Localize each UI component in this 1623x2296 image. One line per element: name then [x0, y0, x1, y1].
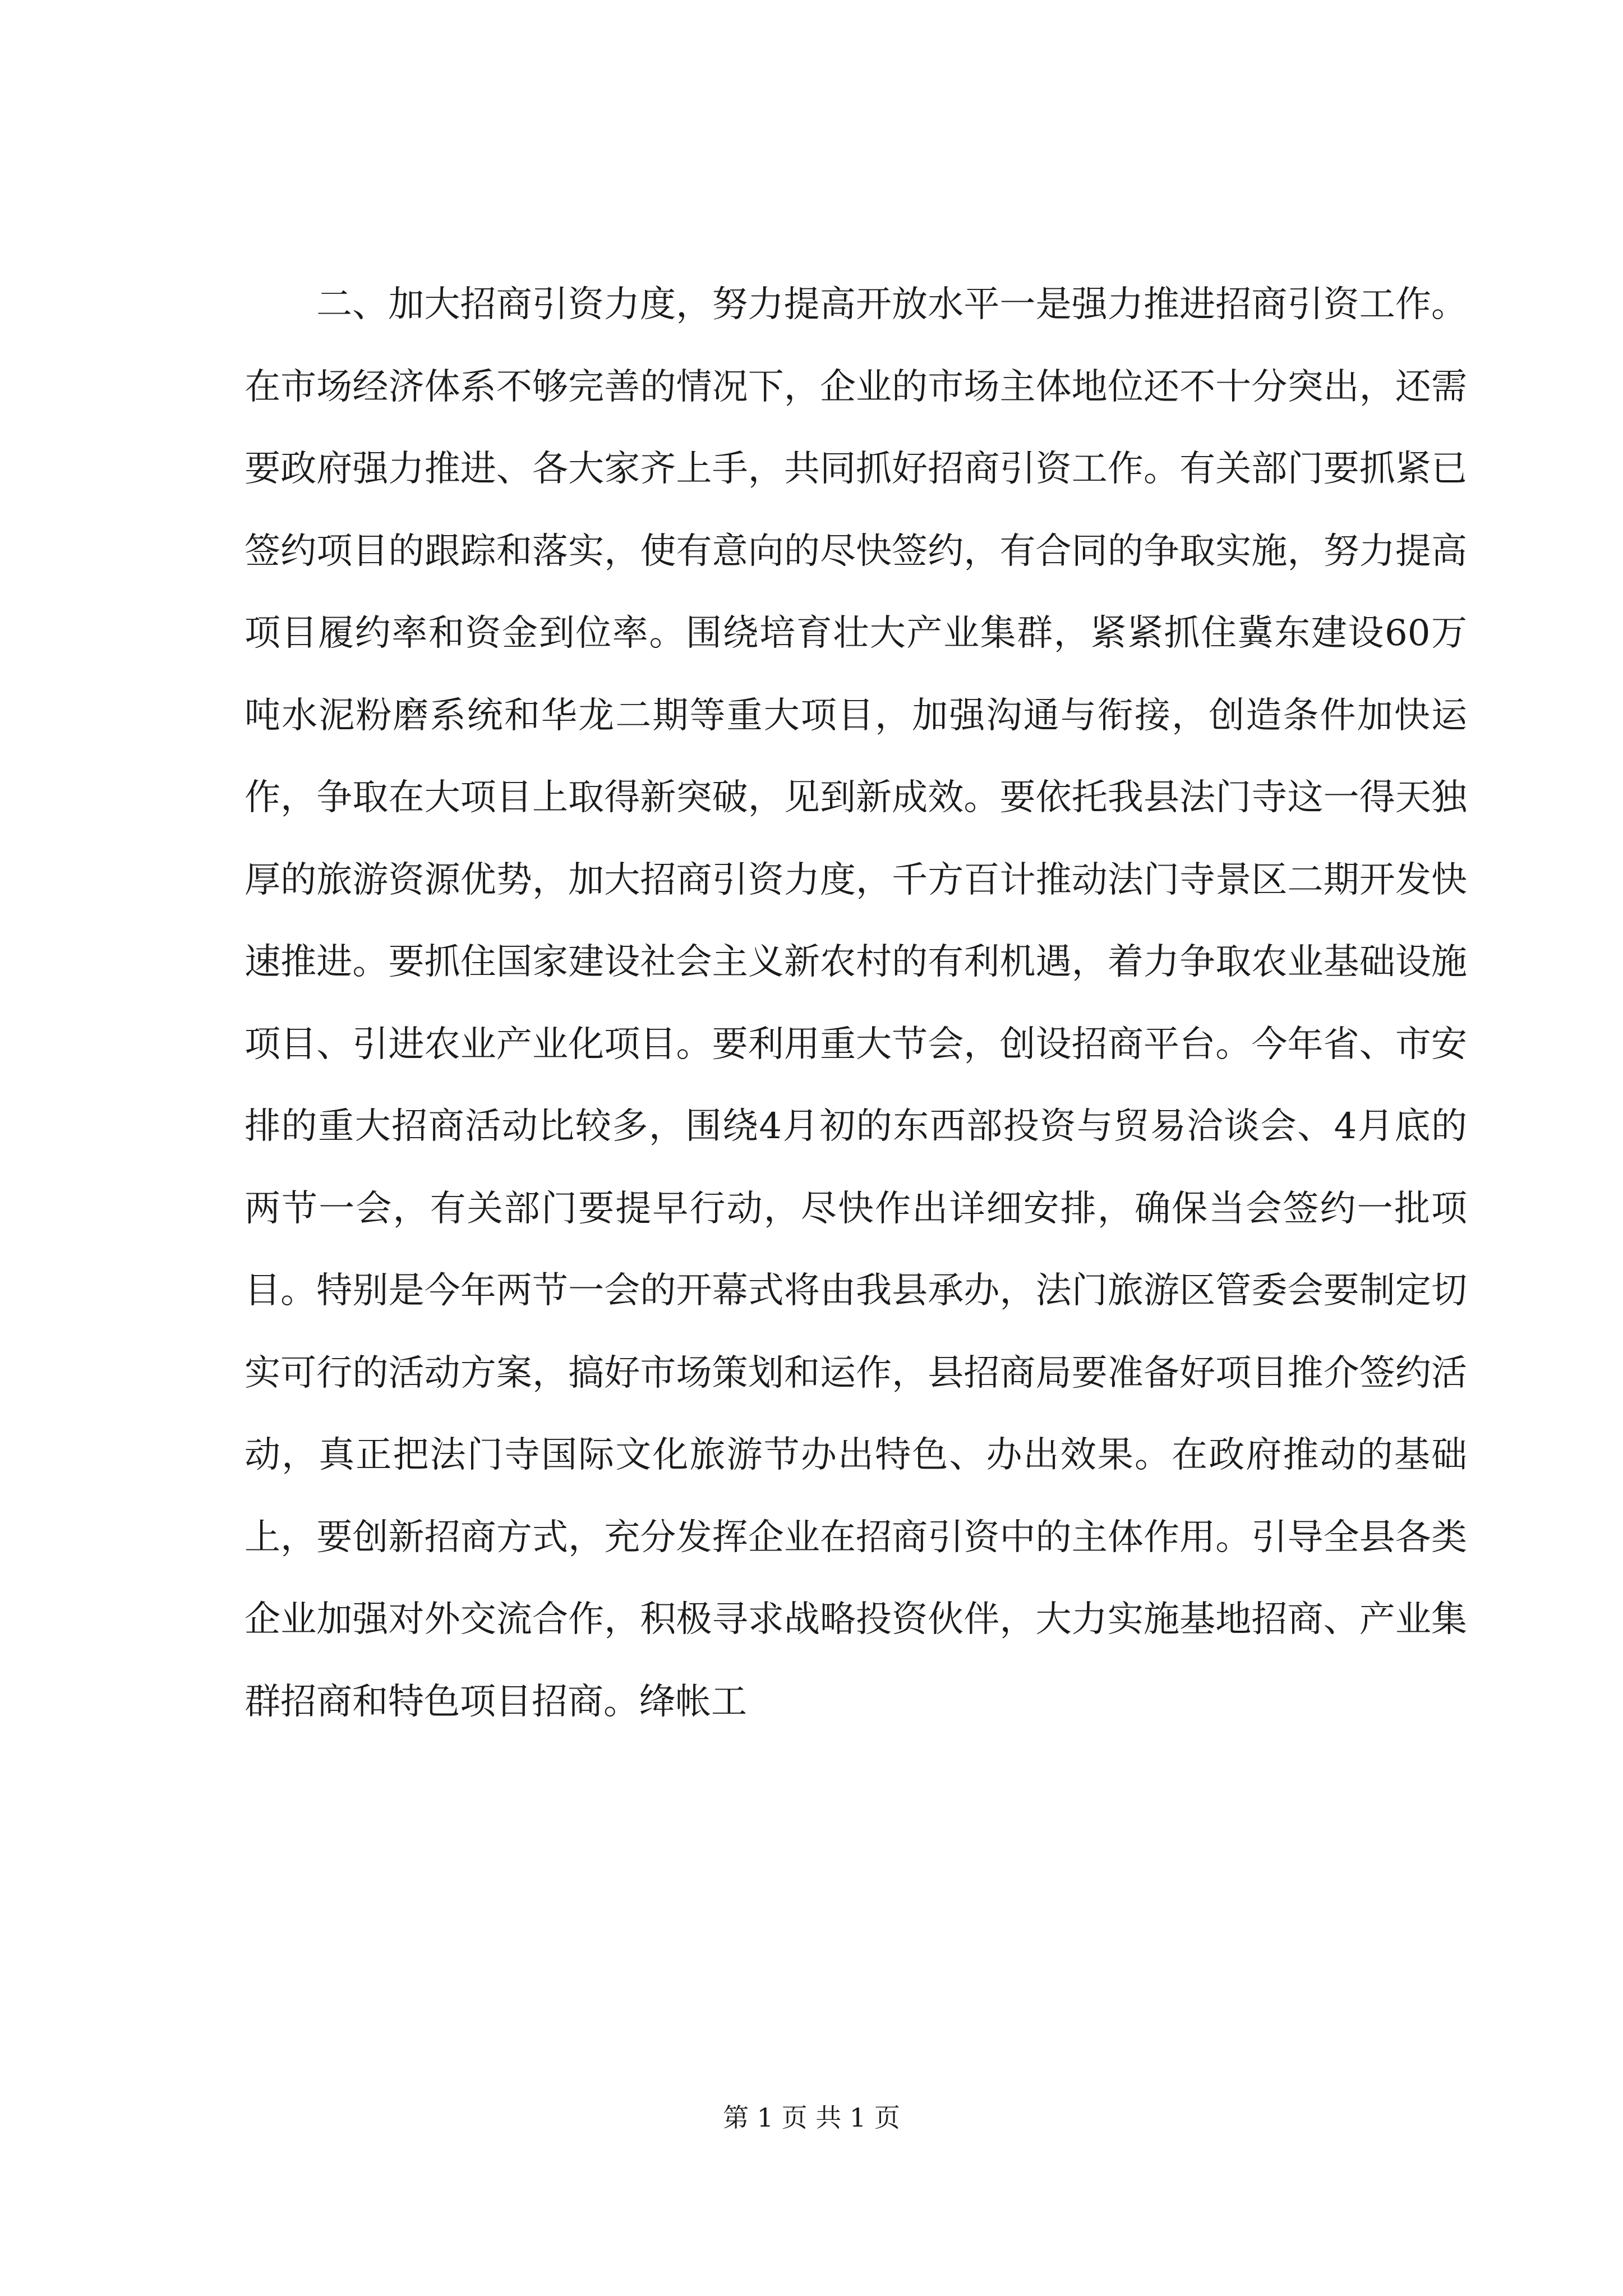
page-footer: 第 1 页 共 1 页 — [723, 2102, 900, 2133]
body-paragraph: 二、加大招商引资力度，努力提高开放水平一是强力推进招商引资工作。在市场经济体系不够完善的情况下，企业的市场主体地位还不十分突出，还需要政府强力推进、各大家齐上手，共同抓好招商引资工作。有关部门要抓紧已签约项目的跟踪和落实，使有意向的尽快签约，有合同的争取实施，努力提高项目履约率和资金到位率。围绕培育壮大产业集群，紧紧抓住冀东建设60万吨水泥粉磨系统和华龙二期等重大项目，加强沟通与衔接，创造条件加快运作，争取在大项目上取得新突破，见到新成效。要依托我县法门寺这一得天独厚的旅游资源优势，加大招商引资力度，千方百计推动法门寺景区二期开发快速推进。要抓住国家建设社会主义新农村的有利机遇，着力争取农业基础设施项目、引进农业产业化项目。要利用重大节会，创设招商平台。今年省、市安排的重大招商活动比较多，围绕4月初的东西部投资与贸易洽谈会、4月底的两节一会，有关部门要提早行动，尽快作出详细安排，确保当会签约一批项目。特别是今年两节一会的开幕式将由我县承办，法门旅游区管委会要制定切实可行的活动方案，搞好市场策划和运作，县招商局要准备好项目推介签约活动，真正把法门寺国际文化旅游节办出特色、办出效果。在政府推动的基础上，要创新招商方式，充分发挥企业在招商引资中的主体作用。引导全县各类企业加强对外交流合作，积极寻求战略投资伙伴，大力实施基地招商、产业集群招商和特色项目招商。绛帐工 — [245, 284, 1467, 1723]
